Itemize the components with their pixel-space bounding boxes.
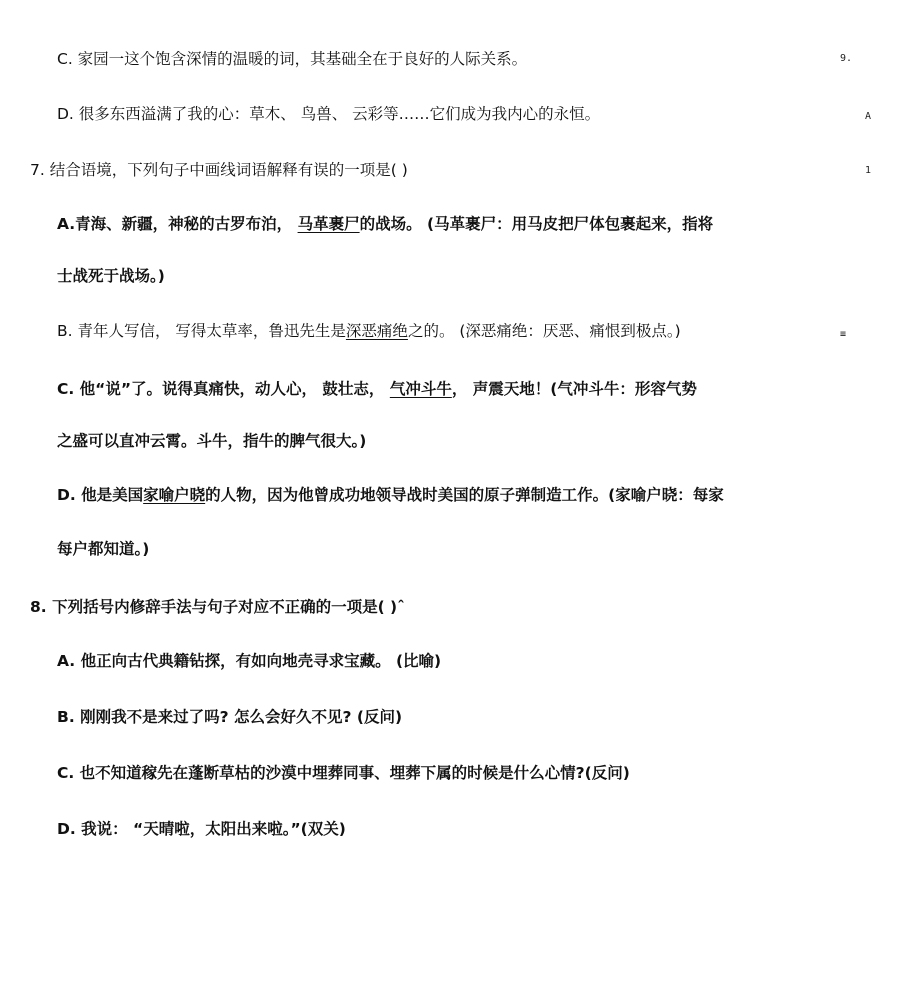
option-7c — [57, 379, 697, 399]
option-7d-continuation: 每户都知道。) — [57, 540, 150, 558]
option-7a-text-pre: A.青海、新疆，神秘的古罗布泊， — [57, 215, 298, 233]
option-6d: D. 很多东西溢满了我的心：草木、 鸟兽、 云彩等……它们成为我内心的永恒。 — [57, 105, 601, 123]
option-8b: B. 刚刚我不是来过了吗? 怎么会好久不见? (反问) — [57, 708, 403, 726]
margin-mark-2: A — [865, 111, 872, 122]
option-7c-continuation: 之盛可以直冲云霄。斗牛，指牛的脾气很大。) — [57, 432, 367, 450]
margin-mark-1: 9. — [840, 53, 853, 64]
option-7c-underlined-term: 气冲斗牛 — [389, 380, 452, 398]
option-7b-text-post: 之的。 (深恶痛绝：厌恶、痛恨到极点。) — [407, 322, 681, 340]
margin-mark-3: 1 — [865, 165, 872, 176]
option-8a: A. 他正向古代典籍钻探，有如向地壳寻求宝藏。 (比喻) — [57, 652, 442, 670]
option-7b-text-pre: B. 青年人写信， 写得太草率，鲁迅先生是 — [57, 322, 346, 340]
option-7a — [57, 214, 713, 234]
option-7c-text-post: ， 声震天地！(气冲斗牛：形容气势 — [451, 380, 697, 398]
option-7a-text-post: 的战场。 (马革裹尸：用马皮把尸体包裹起来，指将 — [359, 215, 714, 233]
option-7c-text-pre: C. 他“说”了。说得真痛快，动人心， 鼓壮志， — [57, 380, 390, 398]
option-7d — [57, 485, 724, 505]
option-7d-text-post: 的人物，因为他曾成功地领导战时美国的原子弹制造工作。(家喻户晓：每家 — [205, 486, 724, 504]
option-6c: C. 家园一这个饱含深情的温暖的词，其基础全在于良好的人际关系。 — [57, 50, 528, 68]
option-7d-text-pre: D. 他是美国 — [57, 486, 144, 504]
option-7b-underlined-term: 深恶痛绝 — [345, 322, 408, 340]
option-8d: D. 我说： “天晴啦，太阳出来啦。”(双关) — [57, 820, 346, 838]
question-8-stem: 8. 下列括号内修辞手法与句子对应不正确的一项是( )ˆ — [30, 598, 405, 616]
option-8c: C. 也不知道稼先在蓬断草枯的沙漠中埋葬同事、埋葬下属的时候是什么心情?(反问) — [57, 764, 630, 782]
option-7d-underlined-term: 家喻户晓 — [143, 486, 206, 504]
option-7a-continuation: 士战死于战场。) — [57, 267, 165, 285]
option-7b — [57, 321, 681, 341]
option-7a-underlined-term: 马革裹尸 — [297, 215, 360, 233]
question-7-stem: 7. 结合语境，下列句子中画线词语解释有误的一项是( ) — [30, 161, 408, 179]
margin-mark-4: ≡ — [840, 329, 847, 340]
